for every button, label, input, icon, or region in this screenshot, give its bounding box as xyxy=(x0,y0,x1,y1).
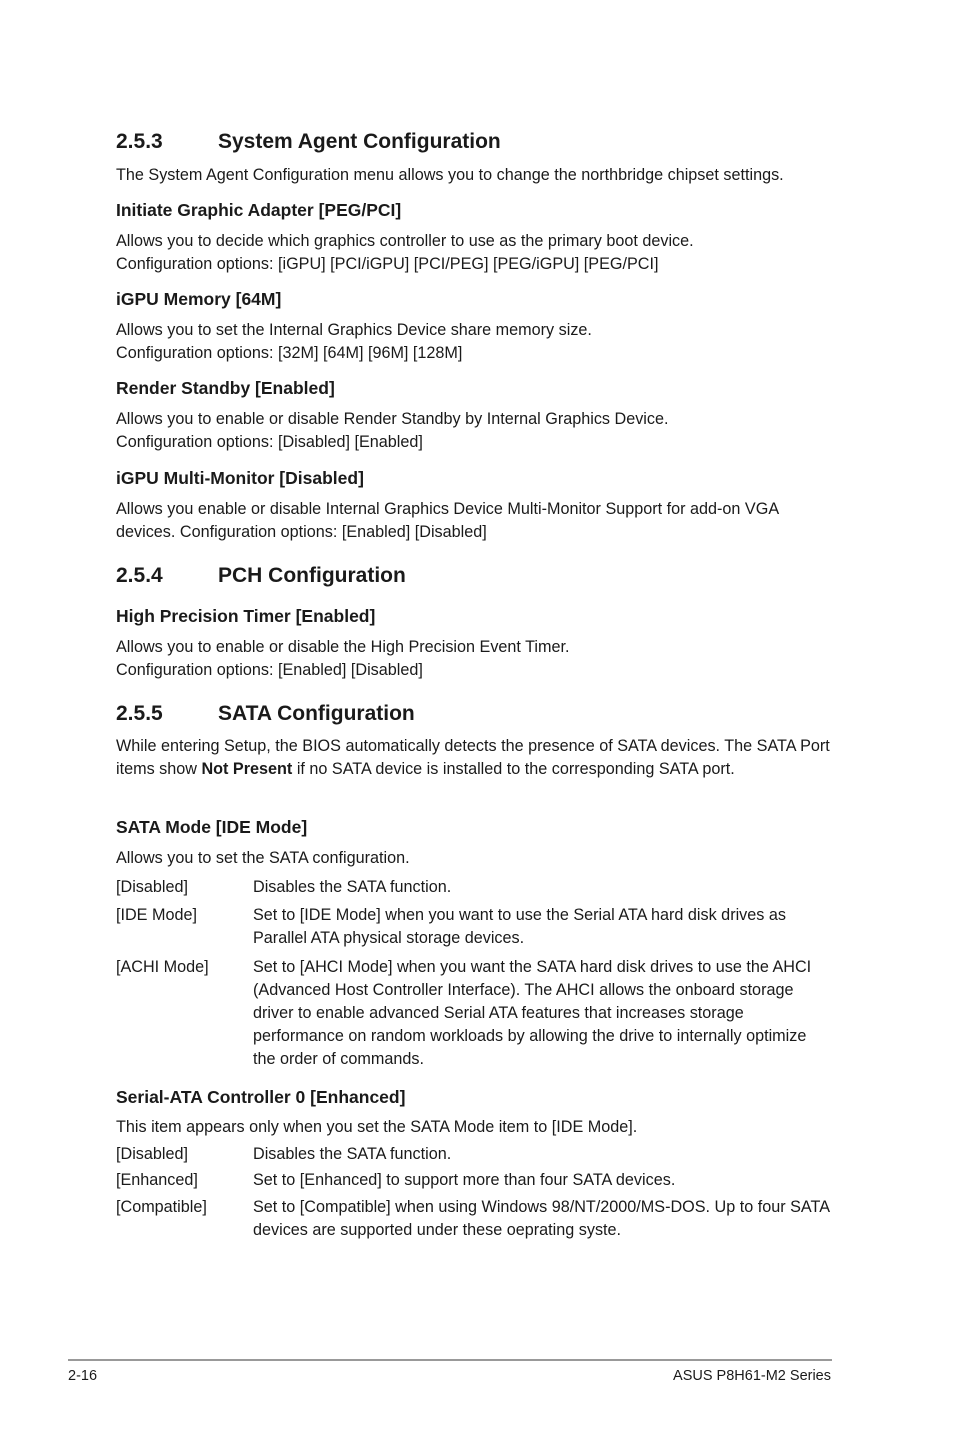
section-title: SATA Configuration xyxy=(218,702,415,725)
intro-bold-term: Not Present xyxy=(201,760,293,778)
item-title: iGPU Multi-Monitor [Disabled] xyxy=(116,468,364,488)
item-title: High Precision Timer [Enabled] xyxy=(116,606,376,626)
option-key: [Disabled] xyxy=(116,1145,188,1163)
item-title: SATA Mode [IDE Mode] xyxy=(116,817,308,837)
option-desc: Disables the SATA function. xyxy=(253,1145,452,1163)
item-title: iGPU Memory [64M] xyxy=(116,289,282,309)
item-desc-line: Allows you to enable or disable Render Standby by Internal Graphics Device. xyxy=(116,410,669,428)
option-desc: Set to [Enhanced] to support more than four SATA devices. xyxy=(253,1171,676,1189)
item-config-line: Configuration options: [32M] [64M] [96M] [128M] xyxy=(116,344,463,362)
item-config-line: Configuration options: [iGPU] [PCI/iGPU] [PCI/PEG] [PEG/iGPU] [PEG/PCI] xyxy=(116,255,659,273)
section-number: 2.5.5 xyxy=(116,702,163,725)
option-key: [Disabled] xyxy=(116,878,188,896)
section-number: 2.5.3 xyxy=(116,130,163,153)
option-row xyxy=(116,904,830,950)
option-key: [IDE Mode] xyxy=(116,906,197,924)
item-title: Initiate Graphic Adapter [PEG/PCI] xyxy=(116,200,402,220)
option-desc: Set to [IDE Mode] when you want to use the Serial ATA hard disk drives as Parallel ATA physical storage devices. xyxy=(253,906,786,947)
option-desc: Disables the SATA function. xyxy=(253,878,452,896)
item-desc xyxy=(116,230,830,276)
item-desc: Allows you to set the SATA configuration. xyxy=(116,849,410,867)
item-title: Serial-ATA Controller 0 [Enhanced] xyxy=(116,1087,406,1107)
product-name: ASUS P8H61-M2 Series xyxy=(673,1368,831,1384)
item-config-line: Configuration options: [Enabled] [Disabled] xyxy=(116,661,423,679)
item-desc xyxy=(116,498,830,544)
option-key: [Enhanced] xyxy=(116,1171,198,1189)
section-title: System Agent Configuration xyxy=(218,130,501,153)
section-title: PCH Configuration xyxy=(218,564,406,587)
item-config-line: devices. Configuration options: [Enabled] [Disabled] xyxy=(116,523,487,541)
option-key: [Compatible] xyxy=(116,1198,207,1216)
item-desc-line: Allows you to set the Internal Graphics Device share memory size. xyxy=(116,321,592,339)
item-desc xyxy=(116,408,830,454)
option-row xyxy=(116,956,830,1071)
option-row xyxy=(116,1169,830,1192)
item-desc: This item appears only when you set the SATA Mode item to [IDE Mode]. xyxy=(116,1118,638,1136)
option-row xyxy=(116,1143,830,1166)
item-desc-line: Allows you to decide which graphics controller to use as the primary boot device. xyxy=(116,232,694,250)
section-heading-2-5-4 xyxy=(116,564,830,588)
option-row xyxy=(116,1196,830,1242)
section-intro xyxy=(116,735,830,781)
section-intro: The System Agent Configuration menu allows you to change the northbridge chipset settings. xyxy=(116,166,784,184)
section-heading-2-5-3 xyxy=(116,130,830,154)
footer-divider xyxy=(68,1359,832,1361)
option-key: [ACHI Mode] xyxy=(116,958,209,976)
page-number: 2-16 xyxy=(68,1368,98,1384)
section-heading-2-5-5 xyxy=(116,702,830,726)
option-desc: Set to [Compatible] when using Windows 98/NT/2000/MS-DOS. Up to four SATA devices are supported under these oeprating syste. xyxy=(253,1198,830,1239)
item-desc-line: Allows you enable or disable Internal Graphics Device Multi-Monitor Support for add-on VGA xyxy=(116,500,780,518)
item-config-line: Configuration options: [Disabled] [Enabled] xyxy=(116,433,423,451)
intro-text: if no SATA device is installed to the corresponding SATA port. xyxy=(292,760,735,778)
section-number: 2.5.4 xyxy=(116,564,163,587)
item-desc-line: Allows you to enable or disable the High Precision Event Timer. xyxy=(116,638,570,656)
intro-text: While entering Setup, the BIOS automatically detects the presence of SATA devices. The SATA Port items show xyxy=(116,737,830,778)
option-desc: Set to [AHCI Mode] when you want the SATA hard disk drives to use the AHCI (Advanced Host Controller Interface). The AHCI allows the onboard storage driver to enable advanced Serial ATA features that increases storage performance on random workloads by allowing the drive to internally optimize the order of commands. xyxy=(253,958,812,1068)
item-desc xyxy=(116,319,830,365)
item-desc xyxy=(116,636,830,682)
option-row xyxy=(116,876,830,899)
item-title: Render Standby [Enabled] xyxy=(116,378,335,398)
